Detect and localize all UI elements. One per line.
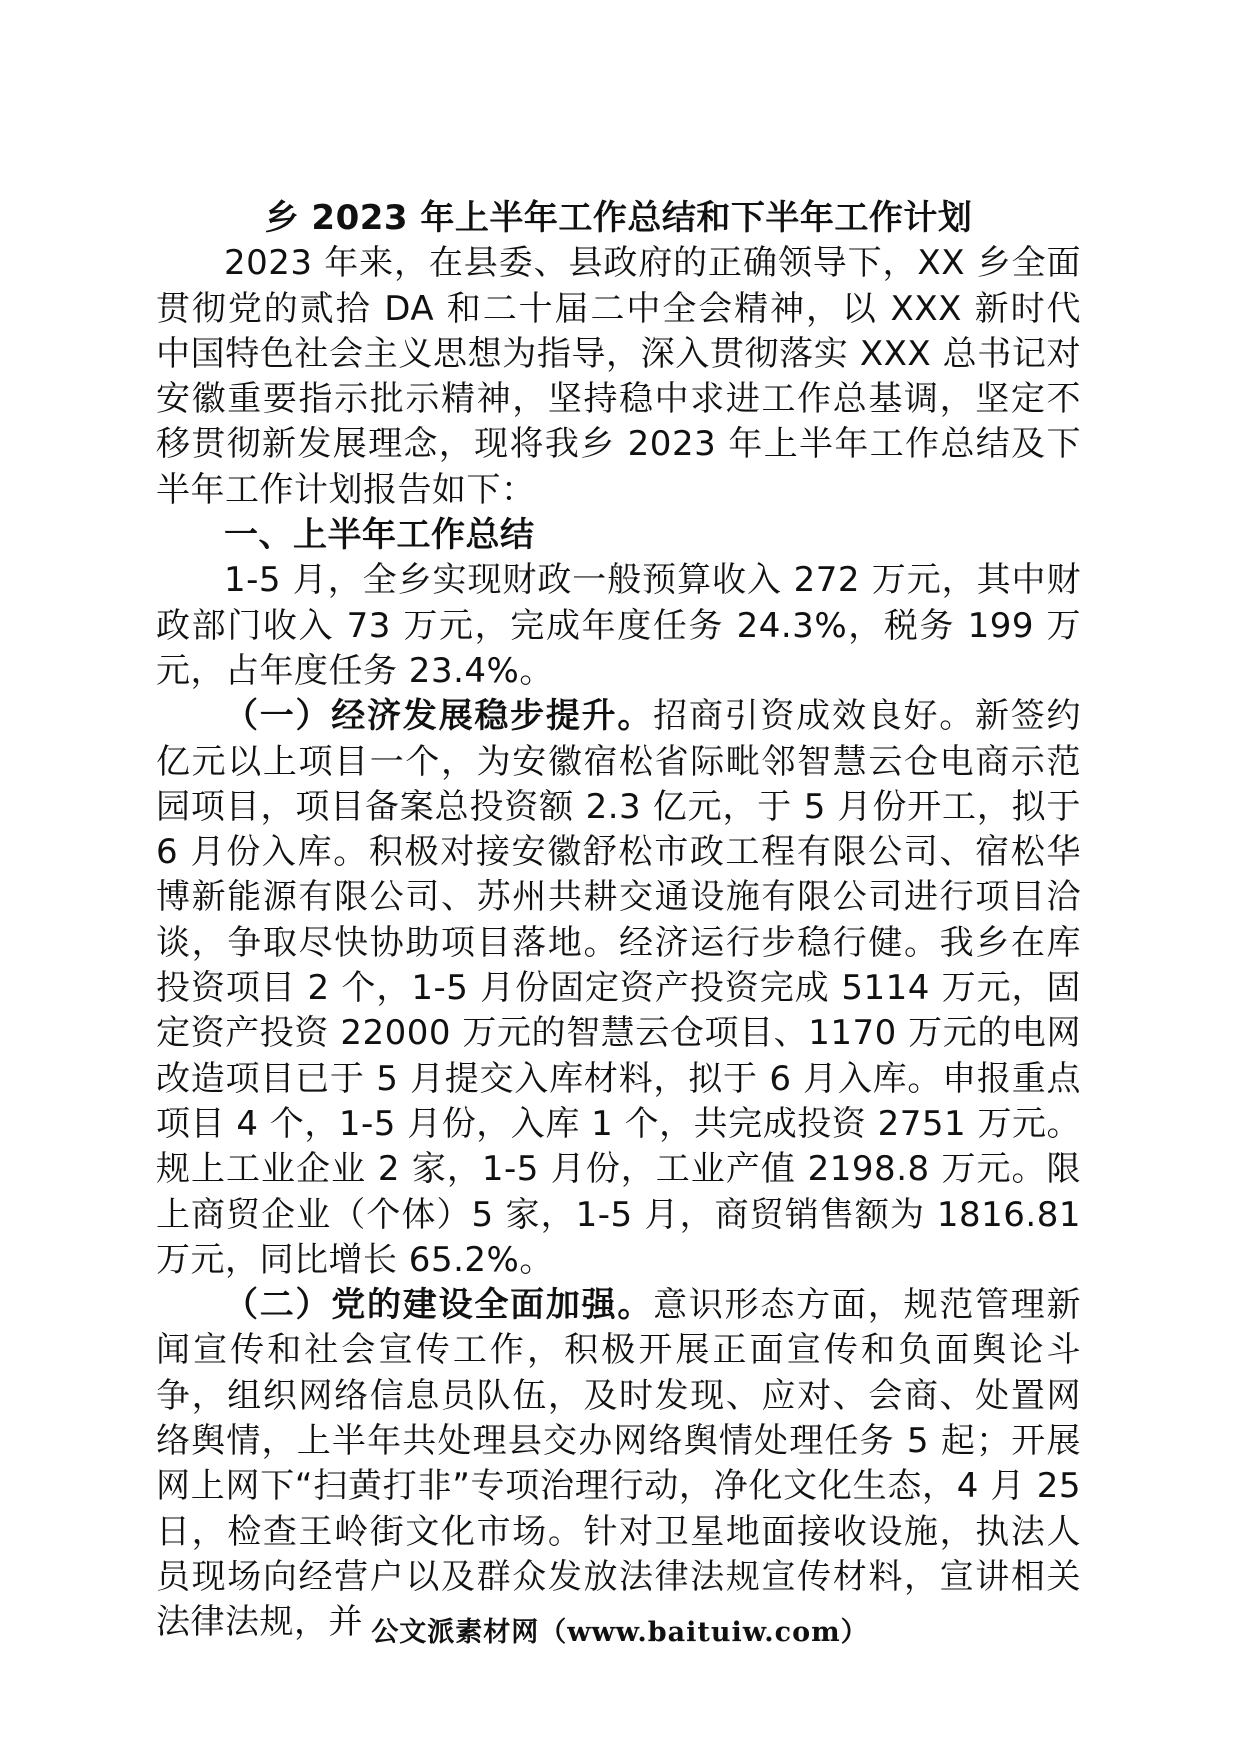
item1-body: 招商引资成效良好。新签约亿元以上项目一个，为安徽宿松省际毗邻智慧云仓电商示范园项目，项目备案总投资额 2.3 亿元，于 5 月份开工，拟于 6 月份入库。积极对接安徽舒松市政工程有限公司、宿松华博新能源有限公司、苏州共耕交通设施有限公司进行项目洽谈，争取尽快协助项目落地。经济运行步稳行健。我乡在库投资项目 2 个，1-5 月份固定资产投资完成 5114 万元，固定资产投资 22000 万元的智慧云仓项目、1170 万元的电网改造项目已于 5 月提交入库材料，拟于 6 月入库。申报重点项目 4 个，1-5 月份，入库 1 个，共完成投资 2751 万元。规上工业企业 2 家，1-5 月份，工业产值 2198.8 万元。限上商贸企业（个体）5 家，1-5 月，商贸销售额为 1816.81 万元，同比增长 65.2%。 (156, 696, 1082, 1280)
intro-paragraph: 2023 年来，在县委、县政府的正确领导下，XX 乡全面贯彻党的贰拾 DA 和二十届二中全会精神，以 XXX 新时代中国特色社会主义思想为指导，深入贯彻落实 XXX 总书记对安徽重要指示批示精神，坚持稳中求进工作总基调，坚定不移贯彻新发展理念，现将我乡 2023 年上半年工作总结及下半年工作计划报告如下： (156, 243, 1081, 510)
item2-lead: （二）党的建设全面加强。 (224, 1285, 654, 1326)
item2-body: 意识形态方面，规范管理新闻宣传和社会宣传工作，积极开展正面宣传和负面舆论斗争，组织网络信息员队伍，及时发现、应对、会商、处置网络舆情，上半年共处理县交办网络舆情处理任务 5 起；开展网上网下“扫黄打非”专项治理行动，净化文化生态，4 月 25 日，检查王岭街文化市场。针对卫星地面接收设施，执法人员现场向经营户以及群众发放法律法规宣传材料，宣讲相关法律法规，并 (156, 1285, 1082, 1643)
section-heading: 一、上半年工作总结 (224, 515, 535, 556)
document-body (156, 196, 1081, 1646)
footer-watermark: 公文派素材网（www.baituiw.com） (371, 1617, 869, 1648)
item1-lead: （一）经济发展稳步提升。 (224, 696, 654, 737)
document-title: 乡 2023 年上半年工作总结和下半年工作计划 (264, 198, 973, 238)
item2-paragraph (156, 1283, 1081, 1645)
finance-paragraph: 1-5 月，全乡实现财政一般预算收入 272 万元，其中财政部门收入 73 万元，完成年度任务 24.3%，税务 199 万元，占年度任务 23.4%。 (156, 560, 1081, 691)
item1-paragraph (156, 694, 1081, 1283)
